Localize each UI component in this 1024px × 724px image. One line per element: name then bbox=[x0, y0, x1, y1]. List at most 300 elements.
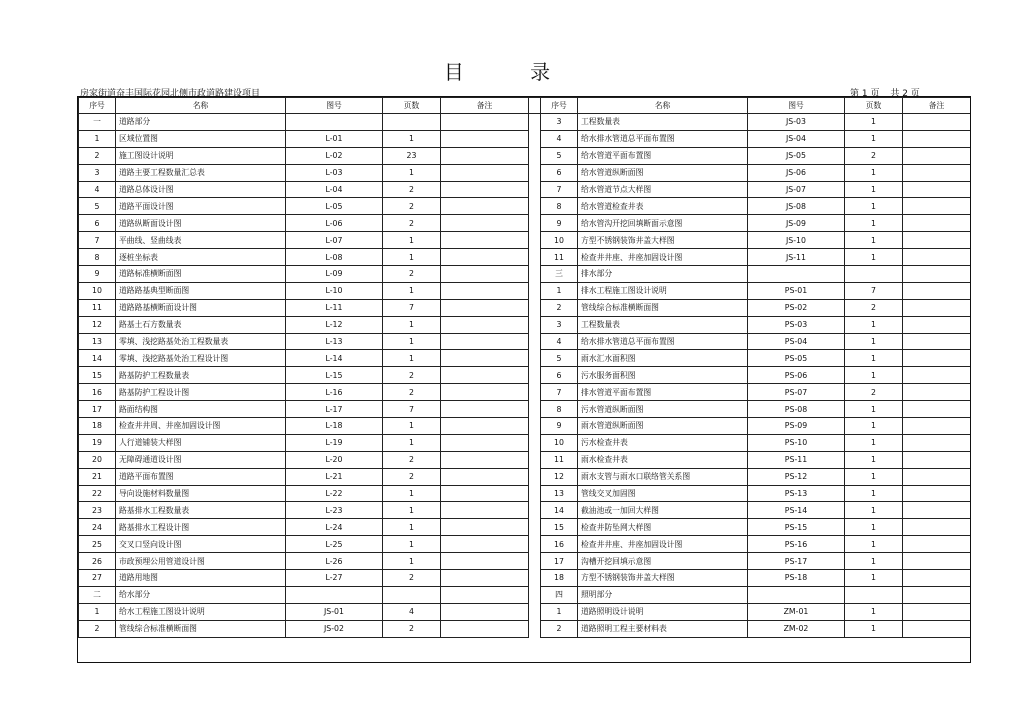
cell-no: 4 bbox=[79, 181, 116, 198]
cell-no: 三 bbox=[541, 266, 578, 283]
cell-code: L-11 bbox=[286, 299, 383, 316]
cell-code: PS-09 bbox=[748, 418, 845, 435]
cell-name: 污水服务面积图 bbox=[578, 367, 748, 384]
cell-pages bbox=[383, 586, 441, 603]
header-pages: 页数 bbox=[383, 98, 441, 114]
cell-no: 23 bbox=[79, 502, 116, 519]
cell-no: 1 bbox=[541, 282, 578, 299]
cell-pages: 2 bbox=[383, 367, 441, 384]
cell-no: 10 bbox=[541, 434, 578, 451]
cell-name: 污水管道纵断面图 bbox=[578, 401, 748, 418]
cell-name: 路基防护工程数量表 bbox=[116, 367, 286, 384]
cell-pages: 1 bbox=[383, 316, 441, 333]
column-gap bbox=[529, 130, 541, 147]
cell-pages: 1 bbox=[845, 620, 903, 637]
cell-name: 方型不锈钢装饰井盖大样图 bbox=[578, 570, 748, 587]
cell-name: 雨水检查井表 bbox=[578, 451, 748, 468]
cell-remark bbox=[441, 114, 529, 131]
cell-pages: 7 bbox=[383, 401, 441, 418]
cell-pages: 2 bbox=[383, 451, 441, 468]
cell-pages: 1 bbox=[845, 468, 903, 485]
cell-pages: 1 bbox=[383, 333, 441, 350]
cell-no: 2 bbox=[541, 299, 578, 316]
cell-no: 17 bbox=[79, 401, 116, 418]
cell-code: L-08 bbox=[286, 249, 383, 266]
table-row bbox=[79, 384, 971, 401]
cell-remark bbox=[441, 316, 529, 333]
cell-name: 道路主要工程数量汇总表 bbox=[116, 164, 286, 181]
cell-no: 10 bbox=[541, 232, 578, 249]
cell-code: JS-10 bbox=[748, 232, 845, 249]
cell-no: 1 bbox=[541, 603, 578, 620]
project-name: 房家街道奋丰国际花园北侧市政道路建设项目 bbox=[80, 89, 261, 99]
cell-name: 雨水管道纵断面图 bbox=[578, 418, 748, 435]
cell-remark bbox=[441, 603, 529, 620]
table-row bbox=[79, 350, 971, 367]
cell-code: L-16 bbox=[286, 384, 383, 401]
cell-no: 8 bbox=[541, 401, 578, 418]
cell-code: L-03 bbox=[286, 164, 383, 181]
table-row bbox=[79, 249, 971, 266]
cell-code: JS-09 bbox=[748, 215, 845, 232]
cell-code: PS-13 bbox=[748, 485, 845, 502]
cell-pages: 1 bbox=[383, 536, 441, 553]
cell-no: 7 bbox=[541, 384, 578, 401]
header-drawing-no: 图号 bbox=[286, 98, 383, 114]
cell-remark bbox=[903, 384, 971, 401]
cell-no: 8 bbox=[541, 198, 578, 215]
cell-name: 给水工程施工图设计说明 bbox=[116, 603, 286, 620]
cell-name: 管线交叉加固图 bbox=[578, 485, 748, 502]
header-no: 序号 bbox=[79, 98, 116, 114]
column-gap bbox=[529, 553, 541, 570]
cell-no: 3 bbox=[79, 164, 116, 181]
cell-name: 给水管道检查井表 bbox=[578, 198, 748, 215]
cell-remark bbox=[903, 316, 971, 333]
cell-name: 逐桩坐标表 bbox=[116, 249, 286, 266]
header-pages: 页数 bbox=[845, 98, 903, 114]
column-gap bbox=[529, 98, 541, 114]
table-row bbox=[79, 401, 971, 418]
cell-remark bbox=[441, 232, 529, 249]
drawing-index-table bbox=[78, 97, 971, 638]
cell-pages: 1 bbox=[845, 198, 903, 215]
cell-no: 6 bbox=[541, 367, 578, 384]
cell-pages: 2 bbox=[383, 181, 441, 198]
table-row bbox=[79, 586, 971, 603]
cell-pages: 2 bbox=[383, 570, 441, 587]
cell-name: 方型不锈钢装饰井盖大样图 bbox=[578, 232, 748, 249]
cell-remark bbox=[441, 181, 529, 198]
column-gap bbox=[529, 418, 541, 435]
table-row bbox=[79, 147, 971, 164]
cell-remark bbox=[441, 384, 529, 401]
cell-name: 路基土石方数量表 bbox=[116, 316, 286, 333]
cell-name: 市政预埋公用管道设计图 bbox=[116, 553, 286, 570]
page-total: 共 2 页 bbox=[890, 89, 920, 99]
cell-name: 施工图设计说明 bbox=[116, 147, 286, 164]
cell-remark bbox=[903, 367, 971, 384]
cell-code: JS-03 bbox=[748, 114, 845, 131]
cell-name: 排水工程施工图设计说明 bbox=[578, 282, 748, 299]
cell-code: L-26 bbox=[286, 553, 383, 570]
cell-remark bbox=[903, 451, 971, 468]
cell-code: JS-04 bbox=[748, 130, 845, 147]
cell-code: JS-06 bbox=[748, 164, 845, 181]
cell-pages: 1 bbox=[383, 418, 441, 435]
cell-name: 道路部分 bbox=[116, 114, 286, 131]
cell-no: 13 bbox=[79, 333, 116, 350]
table-row bbox=[79, 114, 971, 131]
column-gap bbox=[529, 198, 541, 215]
cell-remark bbox=[441, 333, 529, 350]
cell-code: L-09 bbox=[286, 266, 383, 283]
cell-name: 给水排水管道总平面布置图 bbox=[578, 130, 748, 147]
cell-pages: 1 bbox=[845, 333, 903, 350]
table-header-row bbox=[79, 98, 971, 114]
cell-no: 2 bbox=[79, 147, 116, 164]
column-gap bbox=[529, 502, 541, 519]
cell-code: PS-04 bbox=[748, 333, 845, 350]
cell-pages: 1 bbox=[845, 401, 903, 418]
table-row bbox=[79, 232, 971, 249]
cell-no: 16 bbox=[541, 536, 578, 553]
cell-remark bbox=[903, 130, 971, 147]
cell-remark bbox=[441, 451, 529, 468]
cell-remark bbox=[903, 536, 971, 553]
cell-no: 3 bbox=[541, 316, 578, 333]
cell-no: 二 bbox=[79, 586, 116, 603]
cell-name: 道路照明设计说明 bbox=[578, 603, 748, 620]
column-gap bbox=[529, 586, 541, 603]
page-number: 第 1 页 bbox=[850, 89, 880, 99]
cell-remark bbox=[903, 232, 971, 249]
cell-pages: 1 bbox=[845, 114, 903, 131]
column-gap bbox=[529, 147, 541, 164]
cell-remark bbox=[903, 350, 971, 367]
cell-pages: 1 bbox=[383, 553, 441, 570]
table-row bbox=[79, 620, 971, 637]
cell-name: 管线综合标准横断面图 bbox=[578, 299, 748, 316]
cell-code: L-23 bbox=[286, 502, 383, 519]
cell-pages: 7 bbox=[383, 299, 441, 316]
cell-pages: 1 bbox=[383, 232, 441, 249]
cell-name: 雨水支管与雨水口联络管关系图 bbox=[578, 468, 748, 485]
cell-remark bbox=[441, 164, 529, 181]
cell-name: 给水排水管道总平面布置图 bbox=[578, 333, 748, 350]
cell-name: 给水管道纵断面图 bbox=[578, 164, 748, 181]
cell-no: 14 bbox=[79, 350, 116, 367]
cell-code: L-13 bbox=[286, 333, 383, 350]
cell-no: 17 bbox=[541, 553, 578, 570]
cell-pages bbox=[845, 266, 903, 283]
table-row bbox=[79, 434, 971, 451]
table-row bbox=[79, 266, 971, 283]
cell-remark bbox=[903, 468, 971, 485]
cell-remark bbox=[441, 586, 529, 603]
cell-name: 路基排水工程数量表 bbox=[116, 502, 286, 519]
table-row bbox=[79, 282, 971, 299]
cell-pages: 23 bbox=[383, 147, 441, 164]
cell-no: 一 bbox=[79, 114, 116, 131]
cell-remark bbox=[903, 114, 971, 131]
cell-pages: 2 bbox=[383, 215, 441, 232]
cell-no: 1 bbox=[79, 603, 116, 620]
cell-code: PS-10 bbox=[748, 434, 845, 451]
cell-no: 12 bbox=[541, 468, 578, 485]
cell-code: PS-02 bbox=[748, 299, 845, 316]
table-row bbox=[79, 502, 971, 519]
cell-remark bbox=[903, 249, 971, 266]
cell-remark bbox=[441, 418, 529, 435]
cell-remark bbox=[441, 198, 529, 215]
cell-name: 道路平面布置图 bbox=[116, 468, 286, 485]
cell-name: 路面结构图 bbox=[116, 401, 286, 418]
column-gap bbox=[529, 316, 541, 333]
cell-pages: 1 bbox=[845, 367, 903, 384]
column-gap bbox=[529, 384, 541, 401]
column-gap bbox=[529, 266, 541, 283]
cell-code: PS-16 bbox=[748, 536, 845, 553]
cell-name: 区域位置图 bbox=[116, 130, 286, 147]
table-row bbox=[79, 333, 971, 350]
cell-name: 道路路基典型断面图 bbox=[116, 282, 286, 299]
cell-pages bbox=[383, 114, 441, 131]
table-row bbox=[79, 451, 971, 468]
cell-remark bbox=[441, 215, 529, 232]
cell-no: 11 bbox=[541, 451, 578, 468]
cell-remark bbox=[903, 299, 971, 316]
cell-remark bbox=[903, 215, 971, 232]
cell-name: 道路总体设计图 bbox=[116, 181, 286, 198]
cell-code: L-05 bbox=[286, 198, 383, 215]
table-row bbox=[79, 316, 971, 333]
table-row bbox=[79, 299, 971, 316]
cell-no: 22 bbox=[79, 485, 116, 502]
cell-code: PS-05 bbox=[748, 350, 845, 367]
cell-no: 2 bbox=[541, 620, 578, 637]
column-gap bbox=[529, 570, 541, 587]
cell-pages: 1 bbox=[383, 502, 441, 519]
cell-name: 无障碍通道设计图 bbox=[116, 451, 286, 468]
cell-code: L-22 bbox=[286, 485, 383, 502]
table-row bbox=[79, 553, 971, 570]
column-gap bbox=[529, 468, 541, 485]
cell-pages: 2 bbox=[845, 147, 903, 164]
cell-code: PS-06 bbox=[748, 367, 845, 384]
cell-no: 27 bbox=[79, 570, 116, 587]
cell-no: 3 bbox=[541, 114, 578, 131]
cell-code: L-10 bbox=[286, 282, 383, 299]
cell-no: 11 bbox=[541, 249, 578, 266]
cell-name: 照明部分 bbox=[578, 586, 748, 603]
cell-name: 截油池或一加回大样图 bbox=[578, 502, 748, 519]
cell-code: JS-11 bbox=[748, 249, 845, 266]
cell-code: L-01 bbox=[286, 130, 383, 147]
cell-no: 15 bbox=[79, 367, 116, 384]
cell-no: 20 bbox=[79, 451, 116, 468]
column-gap bbox=[529, 215, 541, 232]
cell-pages: 1 bbox=[845, 434, 903, 451]
table-row bbox=[79, 367, 971, 384]
header-no: 序号 bbox=[541, 98, 578, 114]
cell-name: 检查井防坠网大样图 bbox=[578, 519, 748, 536]
column-gap bbox=[529, 181, 541, 198]
cell-no: 10 bbox=[79, 282, 116, 299]
cell-code bbox=[748, 586, 845, 603]
cell-pages: 1 bbox=[383, 164, 441, 181]
cell-pages: 1 bbox=[845, 451, 903, 468]
cell-pages: 1 bbox=[845, 553, 903, 570]
cell-code: PS-01 bbox=[748, 282, 845, 299]
cell-name: 零填、浅挖路基处治工程设计图 bbox=[116, 350, 286, 367]
column-gap bbox=[529, 350, 541, 367]
cell-name: 工程数量表 bbox=[578, 316, 748, 333]
cell-no: 9 bbox=[79, 266, 116, 283]
cell-pages: 2 bbox=[845, 384, 903, 401]
column-gap bbox=[529, 536, 541, 553]
cell-code: L-14 bbox=[286, 350, 383, 367]
cell-name: 给水管道节点大样图 bbox=[578, 181, 748, 198]
cell-code: L-19 bbox=[286, 434, 383, 451]
cell-pages: 1 bbox=[383, 519, 441, 536]
cell-no: 18 bbox=[79, 418, 116, 435]
cell-pages: 1 bbox=[845, 485, 903, 502]
table-row bbox=[79, 519, 971, 536]
cell-remark bbox=[441, 401, 529, 418]
cell-remark bbox=[441, 350, 529, 367]
cell-no: 13 bbox=[541, 485, 578, 502]
cell-name: 检查井井座、井座加固设计图 bbox=[578, 536, 748, 553]
cell-remark bbox=[441, 468, 529, 485]
cell-name: 雨水汇水面积图 bbox=[578, 350, 748, 367]
cell-no: 8 bbox=[79, 249, 116, 266]
cell-remark bbox=[441, 147, 529, 164]
cell-pages: 1 bbox=[383, 434, 441, 451]
cell-name: 给水管沟开挖回填断面示意图 bbox=[578, 215, 748, 232]
cell-code bbox=[748, 266, 845, 283]
cell-code: L-25 bbox=[286, 536, 383, 553]
cell-no: 1 bbox=[79, 130, 116, 147]
table-row bbox=[79, 485, 971, 502]
column-gap bbox=[529, 164, 541, 181]
cell-code: JS-08 bbox=[748, 198, 845, 215]
cell-pages: 1 bbox=[845, 181, 903, 198]
cell-code: JS-05 bbox=[748, 147, 845, 164]
cell-pages: 1 bbox=[845, 215, 903, 232]
cell-no: 5 bbox=[79, 198, 116, 215]
cell-no: 24 bbox=[79, 519, 116, 536]
column-gap bbox=[529, 401, 541, 418]
table-row bbox=[79, 468, 971, 485]
cell-code: PS-17 bbox=[748, 553, 845, 570]
cell-remark bbox=[903, 434, 971, 451]
cell-name: 排水部分 bbox=[578, 266, 748, 283]
cell-remark bbox=[441, 299, 529, 316]
table-row bbox=[79, 603, 971, 620]
cell-code: L-04 bbox=[286, 181, 383, 198]
cell-remark bbox=[441, 502, 529, 519]
cell-name: 道路用地图 bbox=[116, 570, 286, 587]
cell-code: PS-12 bbox=[748, 468, 845, 485]
header-remark: 备注 bbox=[441, 98, 529, 114]
cell-code bbox=[286, 114, 383, 131]
cell-remark bbox=[441, 553, 529, 570]
header-remark: 备注 bbox=[903, 98, 971, 114]
cell-name: 道路纵断面设计图 bbox=[116, 215, 286, 232]
table-row bbox=[79, 130, 971, 147]
cell-code: L-02 bbox=[286, 147, 383, 164]
cell-code: L-20 bbox=[286, 451, 383, 468]
cell-name: 检查井井座、井座加固设计图 bbox=[578, 249, 748, 266]
column-gap bbox=[529, 282, 541, 299]
cell-name: 管线综合标准横断面图 bbox=[116, 620, 286, 637]
cell-remark bbox=[903, 502, 971, 519]
cell-remark bbox=[903, 519, 971, 536]
column-gap bbox=[529, 620, 541, 637]
cell-name: 道路照明工程主要材料表 bbox=[578, 620, 748, 637]
cell-code: L-21 bbox=[286, 468, 383, 485]
cell-pages: 1 bbox=[383, 282, 441, 299]
cell-pages: 1 bbox=[845, 316, 903, 333]
cell-name: 工程数量表 bbox=[578, 114, 748, 131]
cell-no: 21 bbox=[79, 468, 116, 485]
cell-code: PS-14 bbox=[748, 502, 845, 519]
cell-pages: 1 bbox=[845, 249, 903, 266]
cell-pages: 1 bbox=[845, 130, 903, 147]
cell-code: PS-11 bbox=[748, 451, 845, 468]
cell-code bbox=[286, 586, 383, 603]
cell-pages: 1 bbox=[845, 164, 903, 181]
cell-name: 污水检查井表 bbox=[578, 434, 748, 451]
column-gap bbox=[529, 114, 541, 131]
column-gap bbox=[529, 603, 541, 620]
header-name: 名称 bbox=[578, 98, 748, 114]
cell-no: 4 bbox=[541, 333, 578, 350]
cell-name: 排水管道平面布置图 bbox=[578, 384, 748, 401]
cell-pages: 1 bbox=[383, 249, 441, 266]
cell-remark bbox=[441, 367, 529, 384]
cell-name: 给水部分 bbox=[116, 586, 286, 603]
cell-pages bbox=[845, 586, 903, 603]
cell-no: 4 bbox=[541, 130, 578, 147]
cell-pages: 1 bbox=[845, 519, 903, 536]
cell-code: L-15 bbox=[286, 367, 383, 384]
cell-no: 14 bbox=[541, 502, 578, 519]
cell-name: 交叉口竖向设计图 bbox=[116, 536, 286, 553]
cell-remark bbox=[441, 536, 529, 553]
cell-pages: 1 bbox=[845, 603, 903, 620]
cell-code: L-24 bbox=[286, 519, 383, 536]
cell-code: L-17 bbox=[286, 401, 383, 418]
table-row bbox=[79, 198, 971, 215]
cell-code: ZM-01 bbox=[748, 603, 845, 620]
cell-code: PS-08 bbox=[748, 401, 845, 418]
cell-name: 路基防护工程设计图 bbox=[116, 384, 286, 401]
cell-remark bbox=[903, 553, 971, 570]
cell-remark bbox=[903, 282, 971, 299]
cell-name: 道路平面设计图 bbox=[116, 198, 286, 215]
cell-code: JS-01 bbox=[286, 603, 383, 620]
cell-no: 四 bbox=[541, 586, 578, 603]
cell-no: 26 bbox=[79, 553, 116, 570]
cell-code: L-12 bbox=[286, 316, 383, 333]
cell-pages: 1 bbox=[845, 536, 903, 553]
column-gap bbox=[529, 434, 541, 451]
column-gap bbox=[529, 451, 541, 468]
cell-no: 15 bbox=[541, 519, 578, 536]
cell-remark bbox=[903, 181, 971, 198]
